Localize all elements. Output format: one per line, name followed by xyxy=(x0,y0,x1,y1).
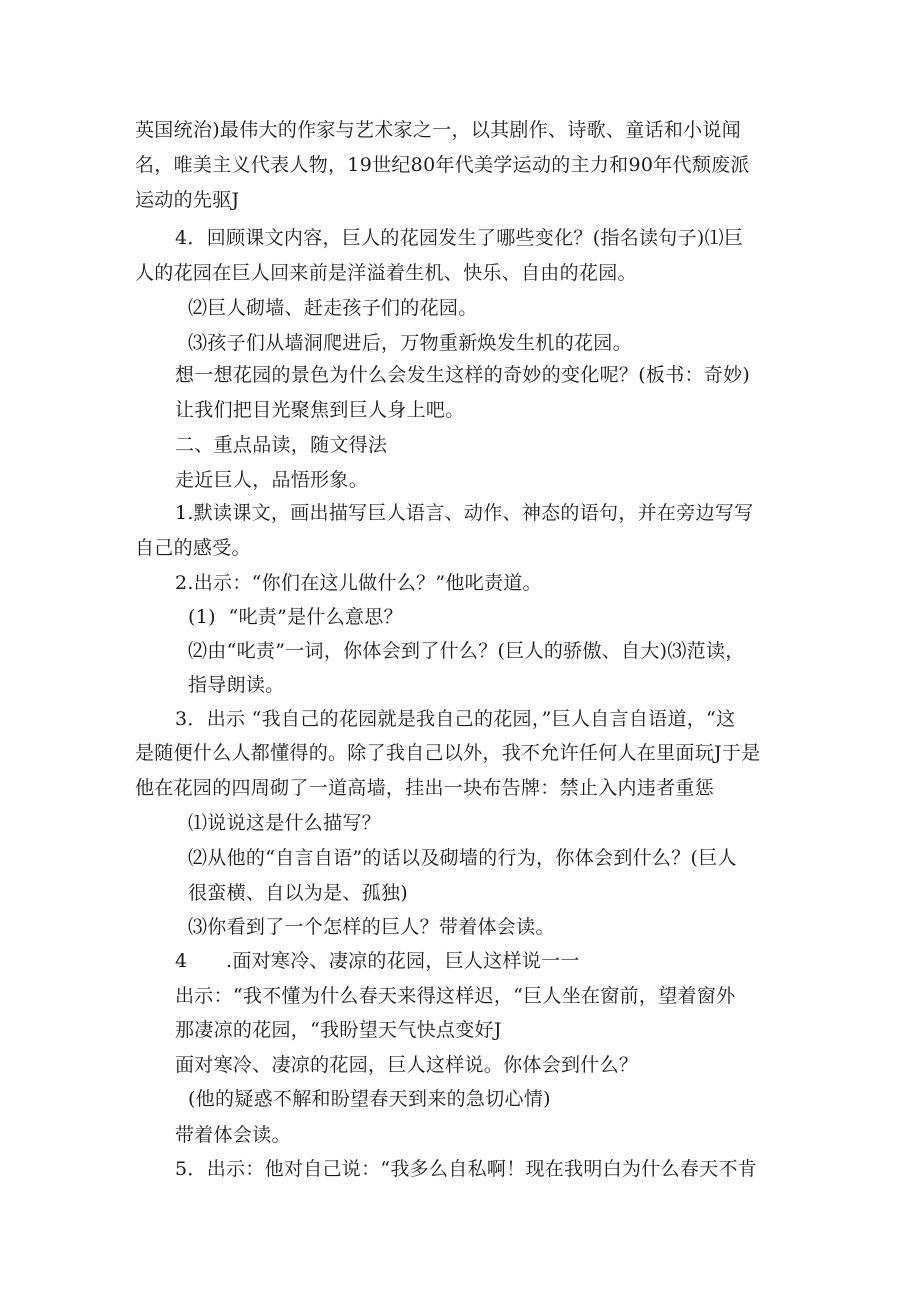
text-line: ⑵巨人砌墙、赶走孩子们的花园。 xyxy=(188,297,478,319)
text-line: 人的花园在巨人回来前是洋溢着生机、快乐、自由的花园。 xyxy=(135,262,637,284)
text-line: 带着体会读。 xyxy=(175,1124,291,1146)
text-line: 走近巨人，品悟形象。 xyxy=(175,469,369,491)
text-line: 出示：“我不懂为什么春天来得这样迟，“巨人坐在窗前，望着窗外 xyxy=(175,985,736,1007)
text-line: 想一想花园的景色为什么会发生这样的奇妙的变化呢？(板书：奇妙) xyxy=(175,364,751,386)
text-line: ⑵由“叱责”一词，你体会到了什么？(巨人的骄傲、自大)⑶范读， xyxy=(188,640,745,662)
text-line: 1.默读课文，画出描写巨人语言、动作、神态的语句，并在旁边写写 xyxy=(175,502,754,524)
text-line: 3．出示 “我自己的花园就是我自己的花园，”巨人自言自语道，“这 xyxy=(175,708,736,730)
text-line: ⑶你看到了一个怎样的巨人？带着体会读。 xyxy=(188,916,555,938)
text-line: ⑵从他的“自言自语”的话以及砌墙的行为，你体会到什么？(巨人 xyxy=(188,847,737,869)
text-line: 自己的感受。 xyxy=(135,537,251,559)
text-line: 是随便什么人都懂得的。除了我自己以外，我不允许任何人在里面玩J于是 xyxy=(135,742,761,764)
text-line: 面对寒冷、凄凉的花园，巨人这样说。你体会到什么？ xyxy=(175,1054,639,1076)
text-line: 指导朗读。 xyxy=(188,674,285,696)
text-line: 很蛮横、自以为是、孤独) xyxy=(188,882,409,904)
text-line: 4 .面对寒冷、凄凉的花园，巨人这样说一一 xyxy=(175,950,580,972)
text-line: 运动的先驱J xyxy=(135,189,240,211)
text-line: ⑶孩子们从墙洞爬进后，万物重新焕发生机的花园。 xyxy=(188,332,632,354)
text-line: (他的疑惑不解和盼望春天到来的急切心情) xyxy=(188,1088,551,1110)
text-line: (1) “叱责”是什么意思？ xyxy=(188,606,403,628)
text-line: 英国统治)最伟大的作家与艺术家之一，以其剧作、诗歌、童话和小说闻 xyxy=(135,119,742,141)
text-line: ⑴说说这是什么描写？ xyxy=(188,812,382,834)
text-line: 他在花园的四周砌了一道高墙，挂出一块布告牌：禁止入内违者重惩 xyxy=(135,777,715,799)
text-line: 名，唯美主义代表人物，19世纪80年代美学运动的主力和90年代颓废派 xyxy=(135,154,750,176)
text-line: 让我们把目光聚焦到巨人身上吧。 xyxy=(175,399,465,421)
section-heading: 二、重点品读，随文得法 xyxy=(175,434,388,456)
text-line: 4．回顾课文内容，巨人的花园发生了哪些变化？(指名读句子)⑴巨 xyxy=(175,227,744,249)
text-line: 那凄凉的花园，“我盼望天气快点变好J xyxy=(175,1019,502,1041)
text-line: 2.出示：“你们在这儿做什么？”他叱责道。 xyxy=(175,572,542,594)
text-line: 5．出示：他对自己说：“我多么自私啊！现在我明白为什么春天不肯 xyxy=(175,1158,758,1180)
